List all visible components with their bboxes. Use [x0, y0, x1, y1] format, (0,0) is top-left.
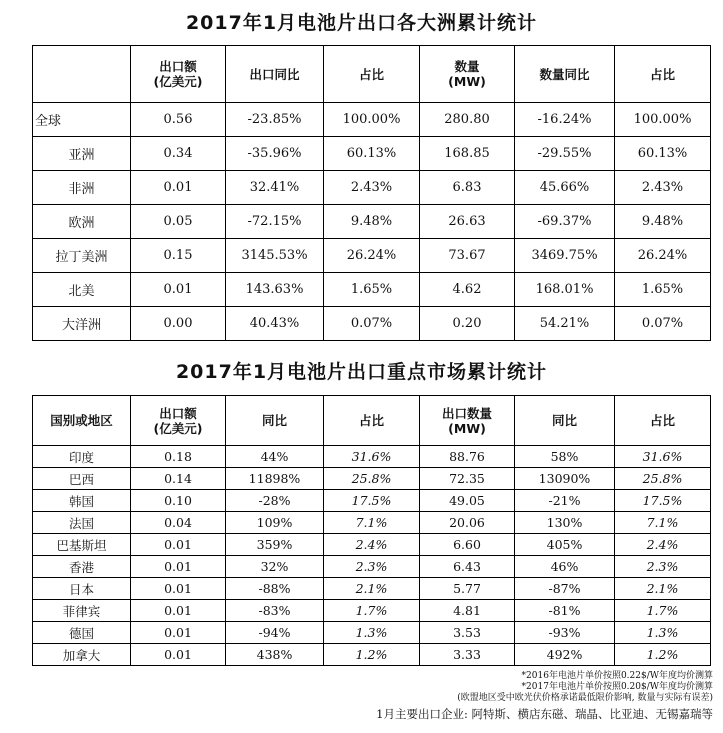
table-cell: 9.48% [615, 205, 711, 239]
table-row [33, 622, 711, 644]
table-row [33, 600, 711, 622]
table-row [33, 578, 711, 600]
table-cell: 438% [226, 644, 324, 666]
row-label-cell: 印度 [33, 446, 131, 468]
row-label-cell: 巴基斯坦 [33, 534, 131, 556]
table-cell: -16.24% [515, 103, 615, 137]
table1-header-0 [33, 46, 131, 103]
table-cell: 6.83 [420, 171, 515, 205]
table-cell: 2.4% [615, 534, 711, 556]
table-cell: 1.3% [324, 622, 420, 644]
table-cell: 0.56 [131, 103, 226, 137]
table2-header-6: 占比 [615, 396, 711, 446]
table-cell: 0.01 [131, 578, 226, 600]
row-label-cell: 菲律宾 [33, 600, 131, 622]
table-cell: 26.24% [615, 239, 711, 273]
table-cell: 1.3% [615, 622, 711, 644]
table-cell: 54.21% [515, 307, 615, 341]
table-cell: 17.5% [324, 490, 420, 512]
table1-header-row [33, 46, 711, 103]
table-cell: 0.15 [131, 239, 226, 273]
table-cell: 0.05 [131, 205, 226, 239]
table-cell: 168.01% [515, 273, 615, 307]
table1-header-1: 出口额 (亿美元) [131, 46, 226, 103]
table-row [33, 307, 711, 341]
note-2017-price: *2017年电池片单价按照0.20$/W年度均价测算 [521, 682, 713, 692]
row-label-cell: 加拿大 [33, 644, 131, 666]
table2-header-row [33, 396, 711, 446]
table-cell: 100.00% [324, 103, 420, 137]
table-cell: 32% [226, 556, 324, 578]
table-cell: 17.5% [615, 490, 711, 512]
table-cell: 13090% [515, 468, 615, 490]
table-row [33, 468, 711, 490]
table-row [33, 490, 711, 512]
table-cell: 0.01 [131, 534, 226, 556]
table-cell: 26.24% [324, 239, 420, 273]
table-cell: 72.35 [420, 468, 515, 490]
table-cell: 0.18 [131, 446, 226, 468]
table-cell: 1.2% [324, 644, 420, 666]
table-cell: 9.48% [324, 205, 420, 239]
table1-header-5: 数量同比 [515, 46, 615, 103]
table-cell: 2.3% [615, 556, 711, 578]
table-cell: 0.01 [131, 622, 226, 644]
table-row [33, 273, 711, 307]
table-cell: -88% [226, 578, 324, 600]
table-cell: 73.67 [420, 239, 515, 273]
note-eu-disclaimer: (欧盟地区受中欧光伏价格承诺最低限价影响, 数量与实际有误差) [457, 693, 713, 703]
table-row [33, 137, 711, 171]
table-row [33, 171, 711, 205]
table-row [33, 205, 711, 239]
table1-header-2: 出口同比 [226, 46, 324, 103]
table-cell: -87% [515, 578, 615, 600]
table2-header-4: 出口数量 (MW) [420, 396, 515, 446]
table2-title: 2017年1月电池片出口重点市场累计统计 [175, 361, 548, 383]
table-cell: 2.3% [324, 556, 420, 578]
table-cell: -69.37% [515, 205, 615, 239]
table-cell: 45.66% [515, 171, 615, 205]
table-cell: 6.60 [420, 534, 515, 556]
table-cell: -35.96% [226, 137, 324, 171]
table-cell: 100.00% [615, 103, 711, 137]
table2-header-2: 同比 [226, 396, 324, 446]
table-cell: 2.43% [615, 171, 711, 205]
table-cell: 0.00 [131, 307, 226, 341]
table-cell: 1.2% [615, 644, 711, 666]
row-label-cell: 日本 [33, 578, 131, 600]
table-cell: 1.65% [615, 273, 711, 307]
row-label-cell: 香港 [33, 556, 131, 578]
table-row [33, 103, 711, 137]
table-cell: -81% [515, 600, 615, 622]
table-cell: 4.81 [420, 600, 515, 622]
table1-header-3: 占比 [324, 46, 420, 103]
table-cell: 11898% [226, 468, 324, 490]
table-cell: 20.06 [420, 512, 515, 534]
table-cell: -72.15% [226, 205, 324, 239]
table-cell: 3.53 [420, 622, 515, 644]
table-cell: 0.14 [131, 468, 226, 490]
row-label-cell: 德国 [33, 622, 131, 644]
table-cell: 0.34 [131, 137, 226, 171]
table-cell: 168.85 [420, 137, 515, 171]
table-cell: 60.13% [324, 137, 420, 171]
table-cell: 31.6% [615, 446, 711, 468]
row-label-cell: 北美 [33, 273, 131, 307]
table-cell: 359% [226, 534, 324, 556]
table-cell: 6.43 [420, 556, 515, 578]
table-cell: 88.76 [420, 446, 515, 468]
table-cell: 26.63 [420, 205, 515, 239]
table-cell: -21% [515, 490, 615, 512]
table-cell: 492% [515, 644, 615, 666]
table-cell: 0.01 [131, 644, 226, 666]
table-cell: 2.1% [324, 578, 420, 600]
table-cell: 40.43% [226, 307, 324, 341]
table-cell: 0.01 [131, 273, 226, 307]
table-cell: 60.13% [615, 137, 711, 171]
row-label-cell: 韩国 [33, 490, 131, 512]
table-cell: -29.55% [515, 137, 615, 171]
table-cell: 31.6% [324, 446, 420, 468]
table-cell: 109% [226, 512, 324, 534]
table-cell: 3469.75% [515, 239, 615, 273]
row-label-cell: 非洲 [33, 171, 131, 205]
table-cell: -28% [226, 490, 324, 512]
table1-header-4: 数量 (MW) [420, 46, 515, 103]
table-cell: 0.10 [131, 490, 226, 512]
table-row [33, 512, 711, 534]
table-cell: 25.8% [615, 468, 711, 490]
table1-header-6: 占比 [615, 46, 711, 103]
table-cell: 0.01 [131, 556, 226, 578]
table-cell: 0.01 [131, 171, 226, 205]
table2-header-3: 占比 [324, 396, 420, 446]
table-cell: 49.05 [420, 490, 515, 512]
table-cell: 3145.53% [226, 239, 324, 273]
note-2016-price: *2016年电池片单价按照0.22$/W年度均价测算 [521, 671, 713, 681]
table-cell: 5.77 [420, 578, 515, 600]
table-cell: -94% [226, 622, 324, 644]
table-cell: 58% [515, 446, 615, 468]
table-cell: 0.07% [324, 307, 420, 341]
table-cell: 1.65% [324, 273, 420, 307]
row-label-cell: 欧洲 [33, 205, 131, 239]
table-cell: 0.01 [131, 600, 226, 622]
table-cell: 2.4% [324, 534, 420, 556]
table-cell: 143.63% [226, 273, 324, 307]
row-label-cell: 亚洲 [33, 137, 131, 171]
table-cell: 3.33 [420, 644, 515, 666]
table-cell: -23.85% [226, 103, 324, 137]
key-market-export-table [32, 395, 711, 666]
table-cell: 1.7% [615, 600, 711, 622]
row-label-cell: 法国 [33, 512, 131, 534]
table-row [33, 556, 711, 578]
table-row [33, 534, 711, 556]
table-cell: 0.20 [420, 307, 515, 341]
table2-header-0: 国别或地区 [33, 396, 131, 446]
table-cell: 280.80 [420, 103, 515, 137]
table-cell: -83% [226, 600, 324, 622]
row-label-cell: 巴西 [33, 468, 131, 490]
table-cell: 25.8% [324, 468, 420, 490]
table-cell: -93% [515, 622, 615, 644]
table-cell: 2.1% [615, 578, 711, 600]
table2-header-5: 同比 [515, 396, 615, 446]
note-main-exporters: 1月主要出口企业: 阿特斯、横店东磁、瑞晶、比亚迪、无锡嘉瑞等 [376, 707, 713, 721]
table1-title: 2017年1月电池片出口各大洲累计统计 [185, 12, 538, 34]
table-cell: 44% [226, 446, 324, 468]
continent-export-table [32, 45, 711, 341]
table-cell: 46% [515, 556, 615, 578]
table-cell: 405% [515, 534, 615, 556]
table-cell: 7.1% [615, 512, 711, 534]
row-label-cell: 拉丁美洲 [33, 239, 131, 273]
table-cell: 4.62 [420, 273, 515, 307]
row-label-cell: 全球 [33, 103, 131, 137]
table-cell: 2.43% [324, 171, 420, 205]
table2-header-1: 出口额 (亿美元) [131, 396, 226, 446]
table-cell: 0.07% [615, 307, 711, 341]
table-cell: 32.41% [226, 171, 324, 205]
table-cell: 1.7% [324, 600, 420, 622]
row-label-cell: 大洋洲 [33, 307, 131, 341]
table-cell: 0.04 [131, 512, 226, 534]
table-cell: 7.1% [324, 512, 420, 534]
table-cell: 130% [515, 512, 615, 534]
table-row [33, 446, 711, 468]
table-row [33, 239, 711, 273]
table-row [33, 644, 711, 666]
